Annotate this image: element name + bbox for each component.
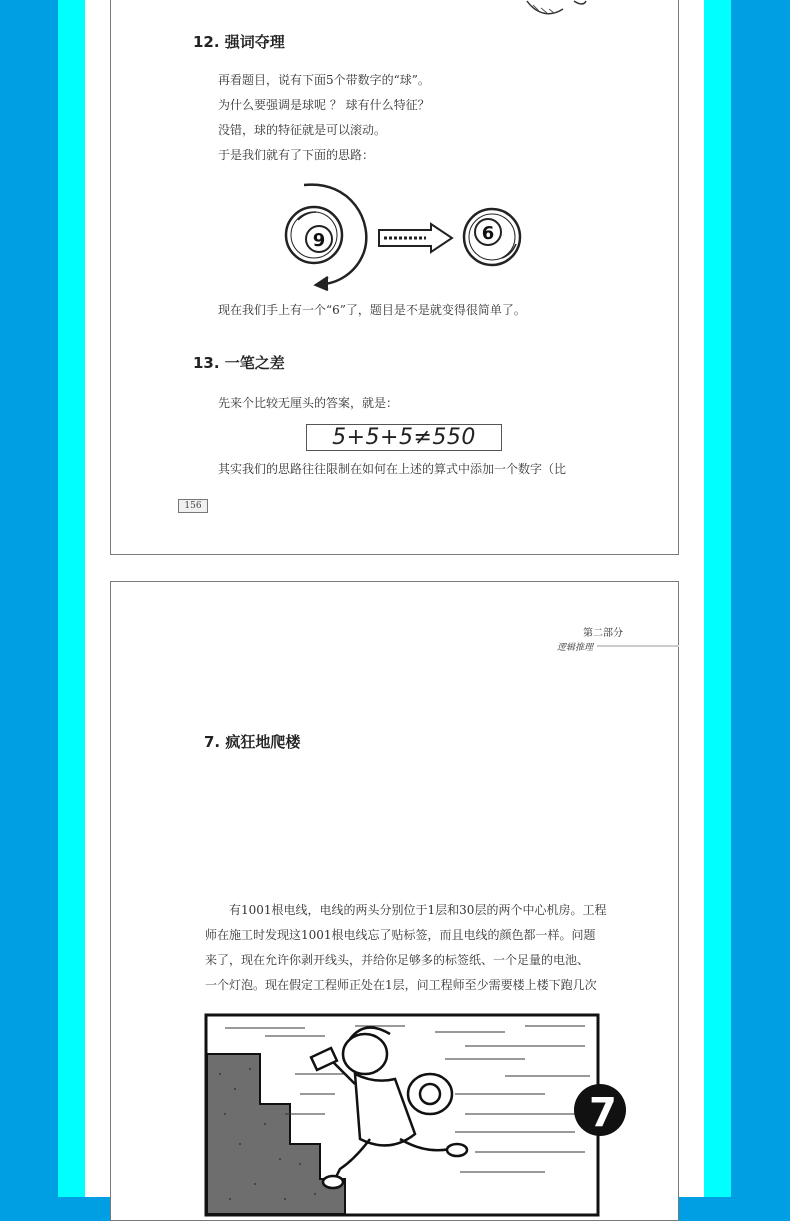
section-rule — [597, 645, 679, 647]
text-line: 再看题目，说有下面5个带数字的“球”。 — [218, 73, 430, 87]
right-arrow-icon — [379, 224, 452, 252]
text-line: 先来个比较无厘头的答案，就是： — [218, 396, 399, 410]
section-label: 第二部分 — [583, 628, 623, 639]
ball-rotation-diagram — [276, 182, 526, 292]
text-line: 其实我们的思路往往限制在如何在上述的算式中添加一个数字（比 — [218, 462, 567, 476]
ball-6-icon — [464, 209, 520, 265]
heading-12: 12. 强词夺理 — [193, 33, 285, 51]
svg-text:9: 9 — [312, 230, 326, 251]
paragraph-line: 来了，现在允许你剥开线头，并给你足够多的标签纸、一个足量的电池、 — [205, 953, 590, 967]
ball-9-icon — [286, 207, 342, 263]
equation-box: 5+5+5≠550 — [306, 424, 502, 451]
text-line: 没错，球的特征就是可以滚动。 — [218, 123, 387, 137]
book-page-next — [110, 581, 679, 1221]
book-page-156 — [110, 0, 679, 555]
heading-13: 13. 一笔之差 — [193, 354, 285, 372]
chapter-title: 7. 疯狂地爬楼 — [204, 733, 301, 751]
climbing-stairs-illustration — [205, 1014, 617, 1204]
section-sub-label: 逻辑推理 — [557, 643, 594, 653]
left-cyan-stripe — [58, 0, 85, 1197]
text-line: 现在我们手上有一个“6”了，题目是不是就变得很简单了。 — [218, 303, 526, 317]
page-number: 156 — [178, 499, 208, 513]
paragraph-line: 有1001根电线，电线的两头分别位于1层和30层的两个中心机房。工程 — [229, 903, 607, 917]
text-line: 为什么要强调是球呢 ？ 球有什么特征？ — [218, 98, 430, 112]
svg-text:6: 6 — [481, 223, 495, 244]
svg-text:7: 7 — [589, 1090, 617, 1136]
sketch-fragment-icon — [519, 0, 589, 19]
paragraph-line: 一个灯泡。现在假定工程师正处在1层，问工程师至少需要楼上楼下跑几次 — [205, 978, 597, 992]
paragraph-line: 师在施工时发现这1001根电线忘了贴标签，而且电线的颜色都一样。问题 — [205, 928, 596, 942]
text-line: 于是我们就有了下面的思路： — [218, 148, 375, 162]
right-cyan-stripe — [704, 0, 731, 1197]
